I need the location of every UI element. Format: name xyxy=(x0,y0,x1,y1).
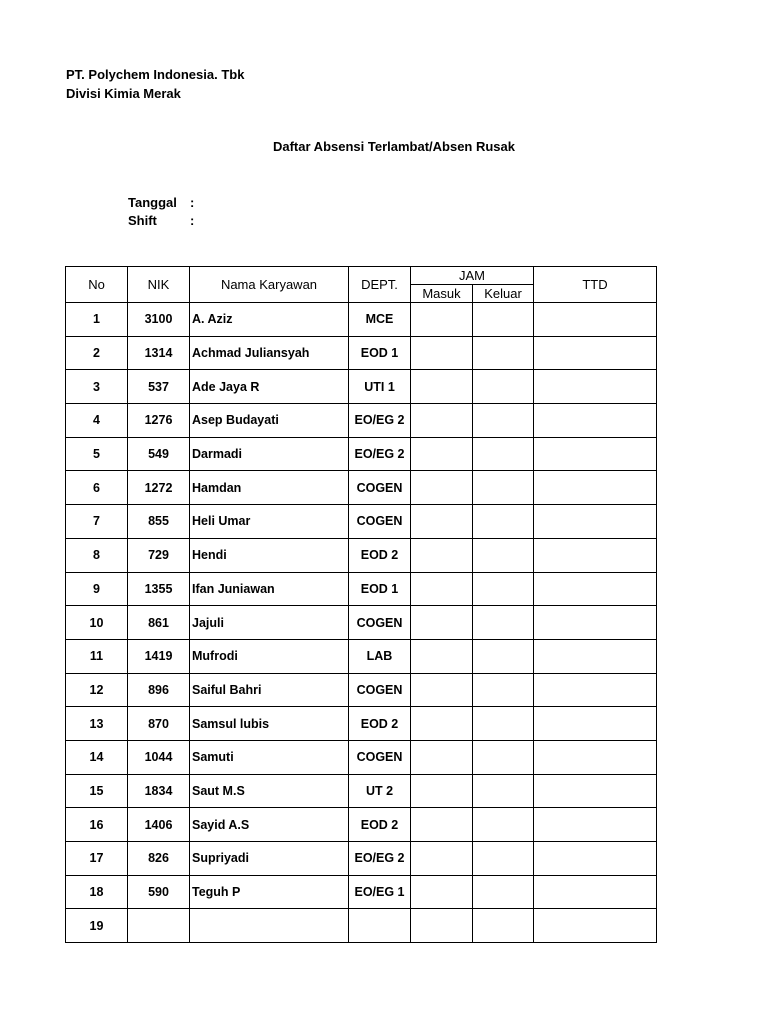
row-dept: EOD 2 xyxy=(349,707,411,741)
row-jam-masuk xyxy=(411,639,473,673)
row-nik: 1406 xyxy=(128,808,190,842)
row-no: 3 xyxy=(66,370,128,404)
row-jam-keluar xyxy=(473,538,534,572)
row-jam-masuk xyxy=(411,336,473,370)
row-jam-masuk xyxy=(411,740,473,774)
row-name: Jajuli xyxy=(190,606,349,640)
row-dept: UT 2 xyxy=(349,774,411,808)
row-name: Hendi xyxy=(190,538,349,572)
row-jam-masuk xyxy=(411,404,473,438)
row-no: 6 xyxy=(66,471,128,505)
table-row xyxy=(66,572,657,606)
row-name: Sayid A.S xyxy=(190,808,349,842)
row-jam-masuk xyxy=(411,673,473,707)
row-no: 5 xyxy=(66,437,128,471)
row-no: 4 xyxy=(66,404,128,438)
row-ttd xyxy=(534,336,657,370)
table-row xyxy=(66,909,657,943)
table-body xyxy=(66,303,657,943)
tanggal-field xyxy=(128,195,194,211)
row-ttd xyxy=(534,909,657,943)
row-jam-keluar xyxy=(473,774,534,808)
row-ttd xyxy=(534,875,657,909)
row-jam-masuk xyxy=(411,471,473,505)
row-nik xyxy=(128,909,190,943)
row-ttd xyxy=(534,370,657,404)
table-row xyxy=(66,505,657,539)
row-nik: 1355 xyxy=(128,572,190,606)
tanggal-separator: : xyxy=(190,195,195,210)
shift-separator: : xyxy=(190,213,195,228)
row-ttd xyxy=(534,437,657,471)
row-nik: 1834 xyxy=(128,774,190,808)
row-jam-keluar xyxy=(473,505,534,539)
row-name: Saiful Bahri xyxy=(190,673,349,707)
table-row xyxy=(66,538,657,572)
table-row xyxy=(66,842,657,876)
row-name: Supriyadi xyxy=(190,842,349,876)
row-dept: LAB xyxy=(349,639,411,673)
table-row xyxy=(66,875,657,909)
header-dept: DEPT. xyxy=(349,267,411,303)
row-dept: COGEN xyxy=(349,673,411,707)
row-dept: EO/EG 2 xyxy=(349,437,411,471)
row-jam-masuk xyxy=(411,538,473,572)
row-jam-masuk xyxy=(411,303,473,337)
row-ttd xyxy=(534,707,657,741)
row-no: 16 xyxy=(66,808,128,842)
row-nik: 1314 xyxy=(128,336,190,370)
row-dept xyxy=(349,909,411,943)
row-no: 7 xyxy=(66,505,128,539)
row-jam-keluar xyxy=(473,909,534,943)
table-row xyxy=(66,606,657,640)
row-jam-keluar xyxy=(473,606,534,640)
row-dept: COGEN xyxy=(349,740,411,774)
row-ttd xyxy=(534,639,657,673)
row-dept: EOD 2 xyxy=(349,538,411,572)
row-ttd xyxy=(534,505,657,539)
row-nik: 896 xyxy=(128,673,190,707)
row-jam-keluar xyxy=(473,336,534,370)
row-jam-keluar xyxy=(473,471,534,505)
table-row xyxy=(66,336,657,370)
row-no: 17 xyxy=(66,842,128,876)
row-name: Achmad Juliansyah xyxy=(190,336,349,370)
row-ttd xyxy=(534,740,657,774)
row-name: Darmadi xyxy=(190,437,349,471)
row-name: Saut M.S xyxy=(190,774,349,808)
row-ttd xyxy=(534,606,657,640)
row-no: 14 xyxy=(66,740,128,774)
table-row xyxy=(66,740,657,774)
row-jam-masuk xyxy=(411,909,473,943)
row-ttd xyxy=(534,538,657,572)
row-name: Asep Budayati xyxy=(190,404,349,438)
row-jam-masuk xyxy=(411,370,473,404)
row-dept: EOD 2 xyxy=(349,808,411,842)
table-row xyxy=(66,303,657,337)
header-jam: JAM xyxy=(411,267,534,285)
row-jam-keluar xyxy=(473,370,534,404)
row-dept: MCE xyxy=(349,303,411,337)
row-name: Teguh P xyxy=(190,875,349,909)
row-jam-keluar xyxy=(473,808,534,842)
row-jam-masuk xyxy=(411,707,473,741)
row-dept: EO/EG 1 xyxy=(349,875,411,909)
row-jam-masuk xyxy=(411,774,473,808)
row-no: 2 xyxy=(66,336,128,370)
row-nik: 549 xyxy=(128,437,190,471)
table-row xyxy=(66,808,657,842)
company-name: PT. Polychem Indonesia. Tbk xyxy=(66,67,245,82)
row-jam-keluar xyxy=(473,707,534,741)
row-ttd xyxy=(534,404,657,438)
division-name: Divisi Kimia Merak xyxy=(66,86,181,101)
row-no: 1 xyxy=(66,303,128,337)
row-jam-masuk xyxy=(411,808,473,842)
header-nama-karyawan: Nama Karyawan xyxy=(190,267,349,303)
row-ttd xyxy=(534,808,657,842)
shift-field xyxy=(128,213,194,229)
row-no: 10 xyxy=(66,606,128,640)
row-dept: COGEN xyxy=(349,606,411,640)
row-name: Ade Jaya R xyxy=(190,370,349,404)
row-ttd xyxy=(534,842,657,876)
row-dept: EOD 1 xyxy=(349,336,411,370)
row-no: 18 xyxy=(66,875,128,909)
row-name: Mufrodi xyxy=(190,639,349,673)
header-ttd: TTD xyxy=(534,267,657,303)
row-name: Ifan Juniawan xyxy=(190,572,349,606)
row-dept: UTI 1 xyxy=(349,370,411,404)
header-keluar: Keluar xyxy=(473,285,534,303)
table-row xyxy=(66,404,657,438)
table-row xyxy=(66,707,657,741)
row-jam-keluar xyxy=(473,673,534,707)
row-nik: 1276 xyxy=(128,404,190,438)
table-row xyxy=(66,774,657,808)
row-ttd xyxy=(534,471,657,505)
row-no: 8 xyxy=(66,538,128,572)
table-row xyxy=(66,471,657,505)
row-name: Hamdan xyxy=(190,471,349,505)
row-nik: 1044 xyxy=(128,740,190,774)
row-no: 19 xyxy=(66,909,128,943)
row-name xyxy=(190,909,349,943)
row-name: Heli Umar xyxy=(190,505,349,539)
row-jam-masuk xyxy=(411,505,473,539)
row-jam-masuk xyxy=(411,437,473,471)
row-jam-masuk xyxy=(411,572,473,606)
row-dept: EOD 1 xyxy=(349,572,411,606)
row-dept: COGEN xyxy=(349,505,411,539)
row-jam-keluar xyxy=(473,572,534,606)
row-no: 13 xyxy=(66,707,128,741)
row-nik: 861 xyxy=(128,606,190,640)
row-nik: 729 xyxy=(128,538,190,572)
row-nik: 3100 xyxy=(128,303,190,337)
row-ttd xyxy=(534,774,657,808)
row-jam-keluar xyxy=(473,437,534,471)
table-row xyxy=(66,673,657,707)
header-nik: NIK xyxy=(128,267,190,303)
attendance-table xyxy=(65,266,657,943)
row-nik: 1272 xyxy=(128,471,190,505)
row-jam-masuk xyxy=(411,606,473,640)
row-no: 12 xyxy=(66,673,128,707)
table-row xyxy=(66,437,657,471)
row-no: 9 xyxy=(66,572,128,606)
row-nik: 537 xyxy=(128,370,190,404)
row-jam-keluar xyxy=(473,842,534,876)
row-no: 11 xyxy=(66,639,128,673)
row-ttd xyxy=(534,303,657,337)
row-name: A. Aziz xyxy=(190,303,349,337)
row-nik: 870 xyxy=(128,707,190,741)
row-no: 15 xyxy=(66,774,128,808)
row-ttd xyxy=(534,572,657,606)
table-row xyxy=(66,639,657,673)
row-jam-keluar xyxy=(473,875,534,909)
tanggal-label: Tanggal xyxy=(128,195,177,210)
row-name: Samsul lubis xyxy=(190,707,349,741)
row-jam-keluar xyxy=(473,303,534,337)
document-title: Daftar Absensi Terlambat/Absen Rusak xyxy=(272,139,516,154)
header-no: No xyxy=(66,267,128,303)
row-jam-keluar xyxy=(473,639,534,673)
row-name: Samuti xyxy=(190,740,349,774)
row-dept: EO/EG 2 xyxy=(349,404,411,438)
shift-label: Shift xyxy=(128,213,157,228)
row-jam-masuk xyxy=(411,875,473,909)
row-jam-keluar xyxy=(473,740,534,774)
row-nik: 590 xyxy=(128,875,190,909)
header-masuk: Masuk xyxy=(411,285,473,303)
row-jam-keluar xyxy=(473,404,534,438)
row-jam-masuk xyxy=(411,842,473,876)
row-dept: COGEN xyxy=(349,471,411,505)
row-nik: 1419 xyxy=(128,639,190,673)
row-nik: 826 xyxy=(128,842,190,876)
row-dept: EO/EG 2 xyxy=(349,842,411,876)
table-row xyxy=(66,370,657,404)
row-ttd xyxy=(534,673,657,707)
row-nik: 855 xyxy=(128,505,190,539)
